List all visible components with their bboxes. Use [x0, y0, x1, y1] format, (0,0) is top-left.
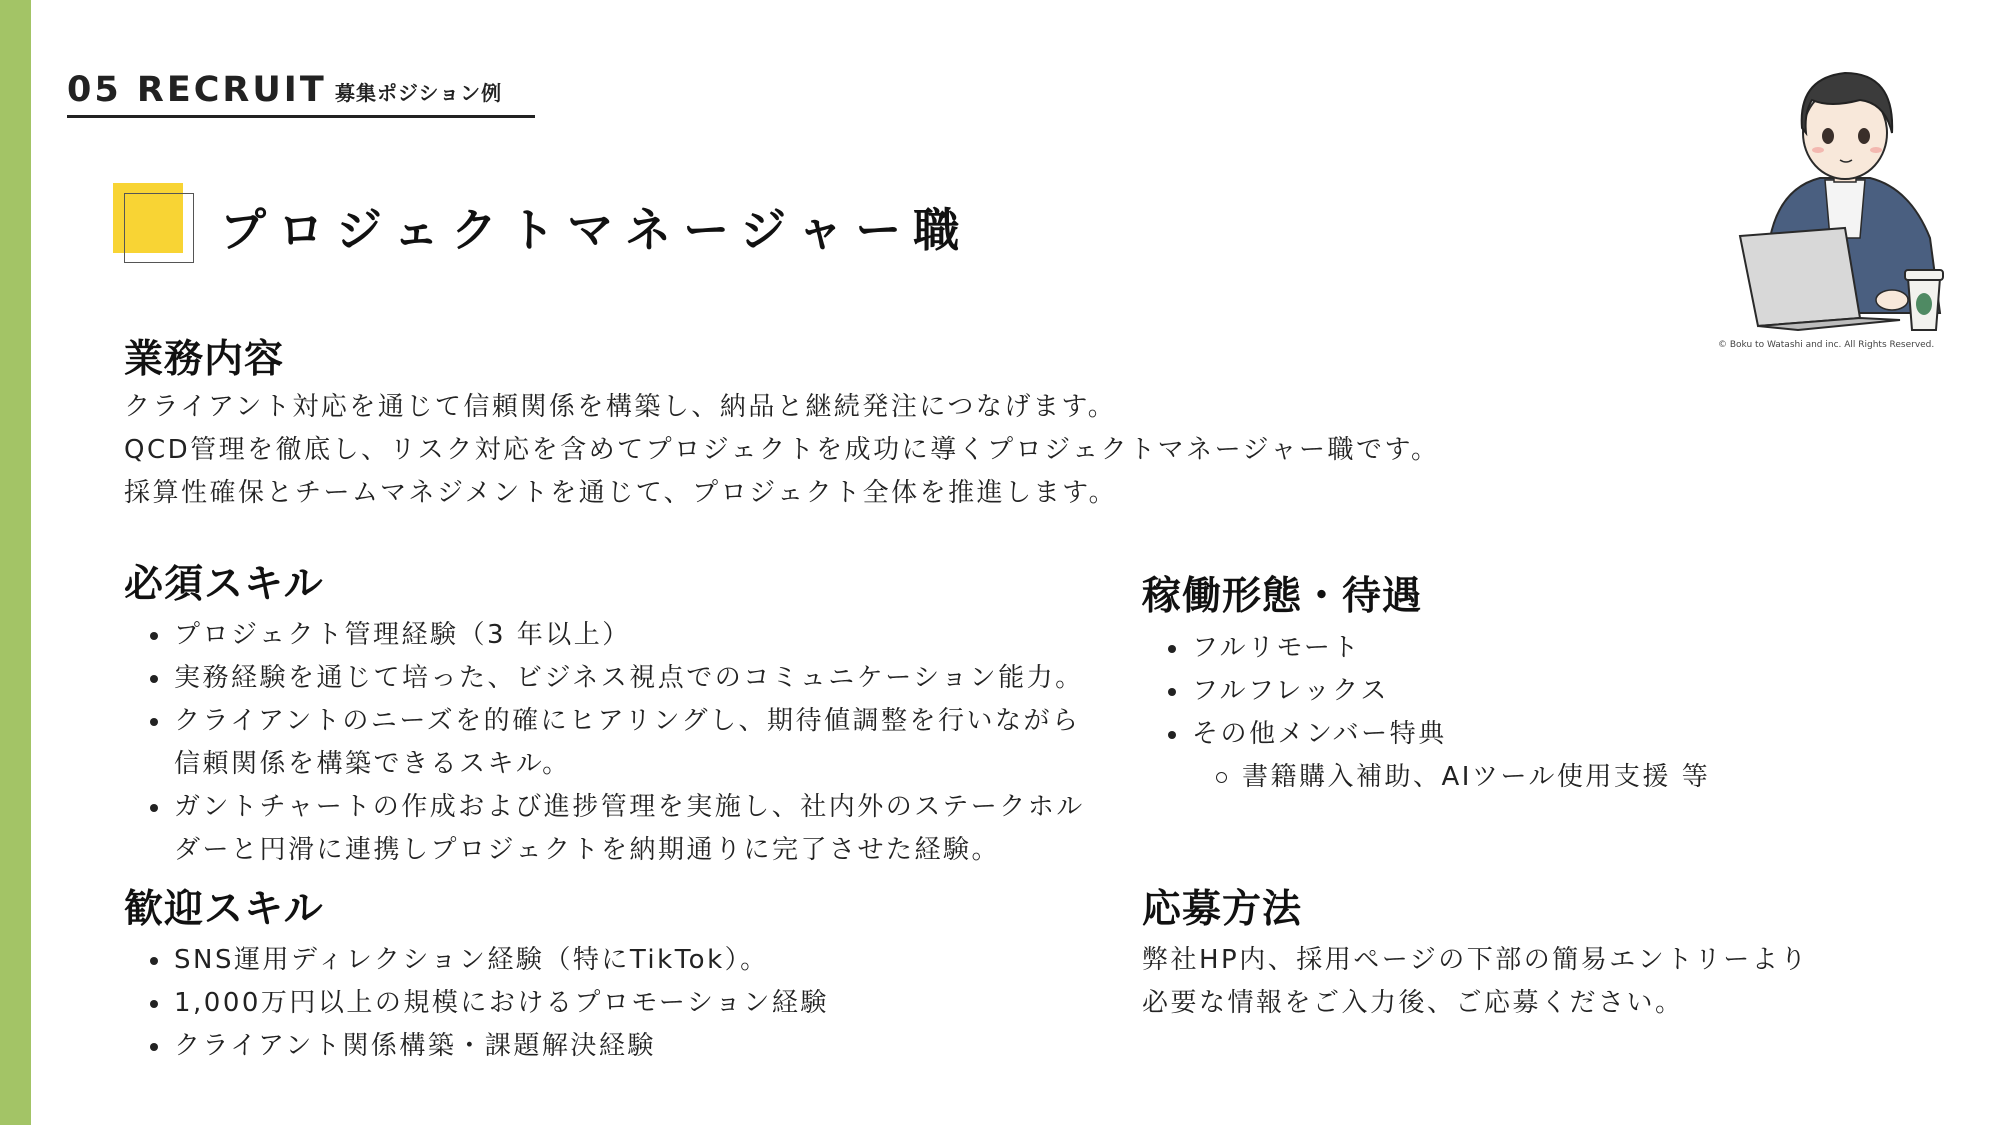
- duties-line-1: クライアント対応を通じて信頼関係を構築し、納品と継続発注につなげます。: [124, 392, 1117, 422]
- required-item-continuation: 信頼関係を構築できるスキル。: [174, 749, 571, 779]
- required-item-continuation: ダーと円滑に連携しプロジェクトを納期通りに完了させた経験。: [174, 835, 1000, 865]
- duties-heading: 業務内容: [124, 337, 285, 382]
- conditions-sub-item: 書籍購入補助、AIツール使用支援 等: [1164, 756, 1710, 799]
- welcome-item: クライアント関係構築・課題解決経験: [146, 1025, 829, 1068]
- title-square-outline: [124, 193, 194, 263]
- conditions-list: [1164, 627, 1710, 799]
- duties-line-2: QCD管理を徹底し、リスク対応を含めてプロジェクトを成功に導くプロジェクトマネージャー職です。: [124, 435, 1440, 465]
- required-heading: 必須スキル: [124, 562, 324, 607]
- person-with-laptop-illustration: [1700, 38, 1960, 338]
- section-header: [67, 66, 535, 118]
- apply-line-2: 必要な情報をご入力後、ご応募ください。: [1142, 988, 1684, 1018]
- required-item: 実務経験を通じて培った、ビジネス視点でのコミュニケーション能力。: [146, 657, 1085, 700]
- conditions-item: その他メンバー特典: [1164, 713, 1710, 756]
- required-item: クライアントのニーズを的確にヒアリングし、期待値調整を行いながら: [146, 700, 1085, 743]
- welcome-heading: 歓迎スキル: [124, 887, 324, 932]
- required-item: ガントチャートの作成および進捗管理を実施し、社内外のステークホル: [146, 786, 1085, 829]
- welcome-item: 1,000万円以上の規模におけるプロモーション経験: [146, 982, 829, 1025]
- duties-line-3: 採算性確保とチームマネジメントを通じて、プロジェクト全体を推進します。: [124, 478, 1118, 508]
- apply-line-1: 弊社HP内、採用ページの下部の簡易エントリーより: [1142, 945, 1809, 975]
- left-accent-bar: [0, 0, 31, 1125]
- conditions-item: フルリモート: [1164, 627, 1710, 670]
- section-label: 05 RECRUIT: [67, 70, 327, 110]
- copyright-text: © Boku to Watashi and inc. All Rights Reserved.: [1718, 340, 1935, 350]
- section-subtitle: 募集ポジション例: [335, 81, 503, 105]
- required-item: プロジェクト管理経験（3 年以上）: [146, 614, 1085, 657]
- required-list: [146, 614, 1085, 872]
- conditions-item: フルフレックス: [1164, 670, 1710, 713]
- welcome-item: SNS運用ディレクション経験（特にTikTok）。: [146, 939, 829, 982]
- page-title: プロジェクトマネージャー職: [220, 203, 972, 257]
- apply-heading: 応募方法: [1142, 887, 1303, 932]
- conditions-heading: 稼働形態・待遇: [1142, 574, 1423, 619]
- welcome-list: [146, 939, 829, 1068]
